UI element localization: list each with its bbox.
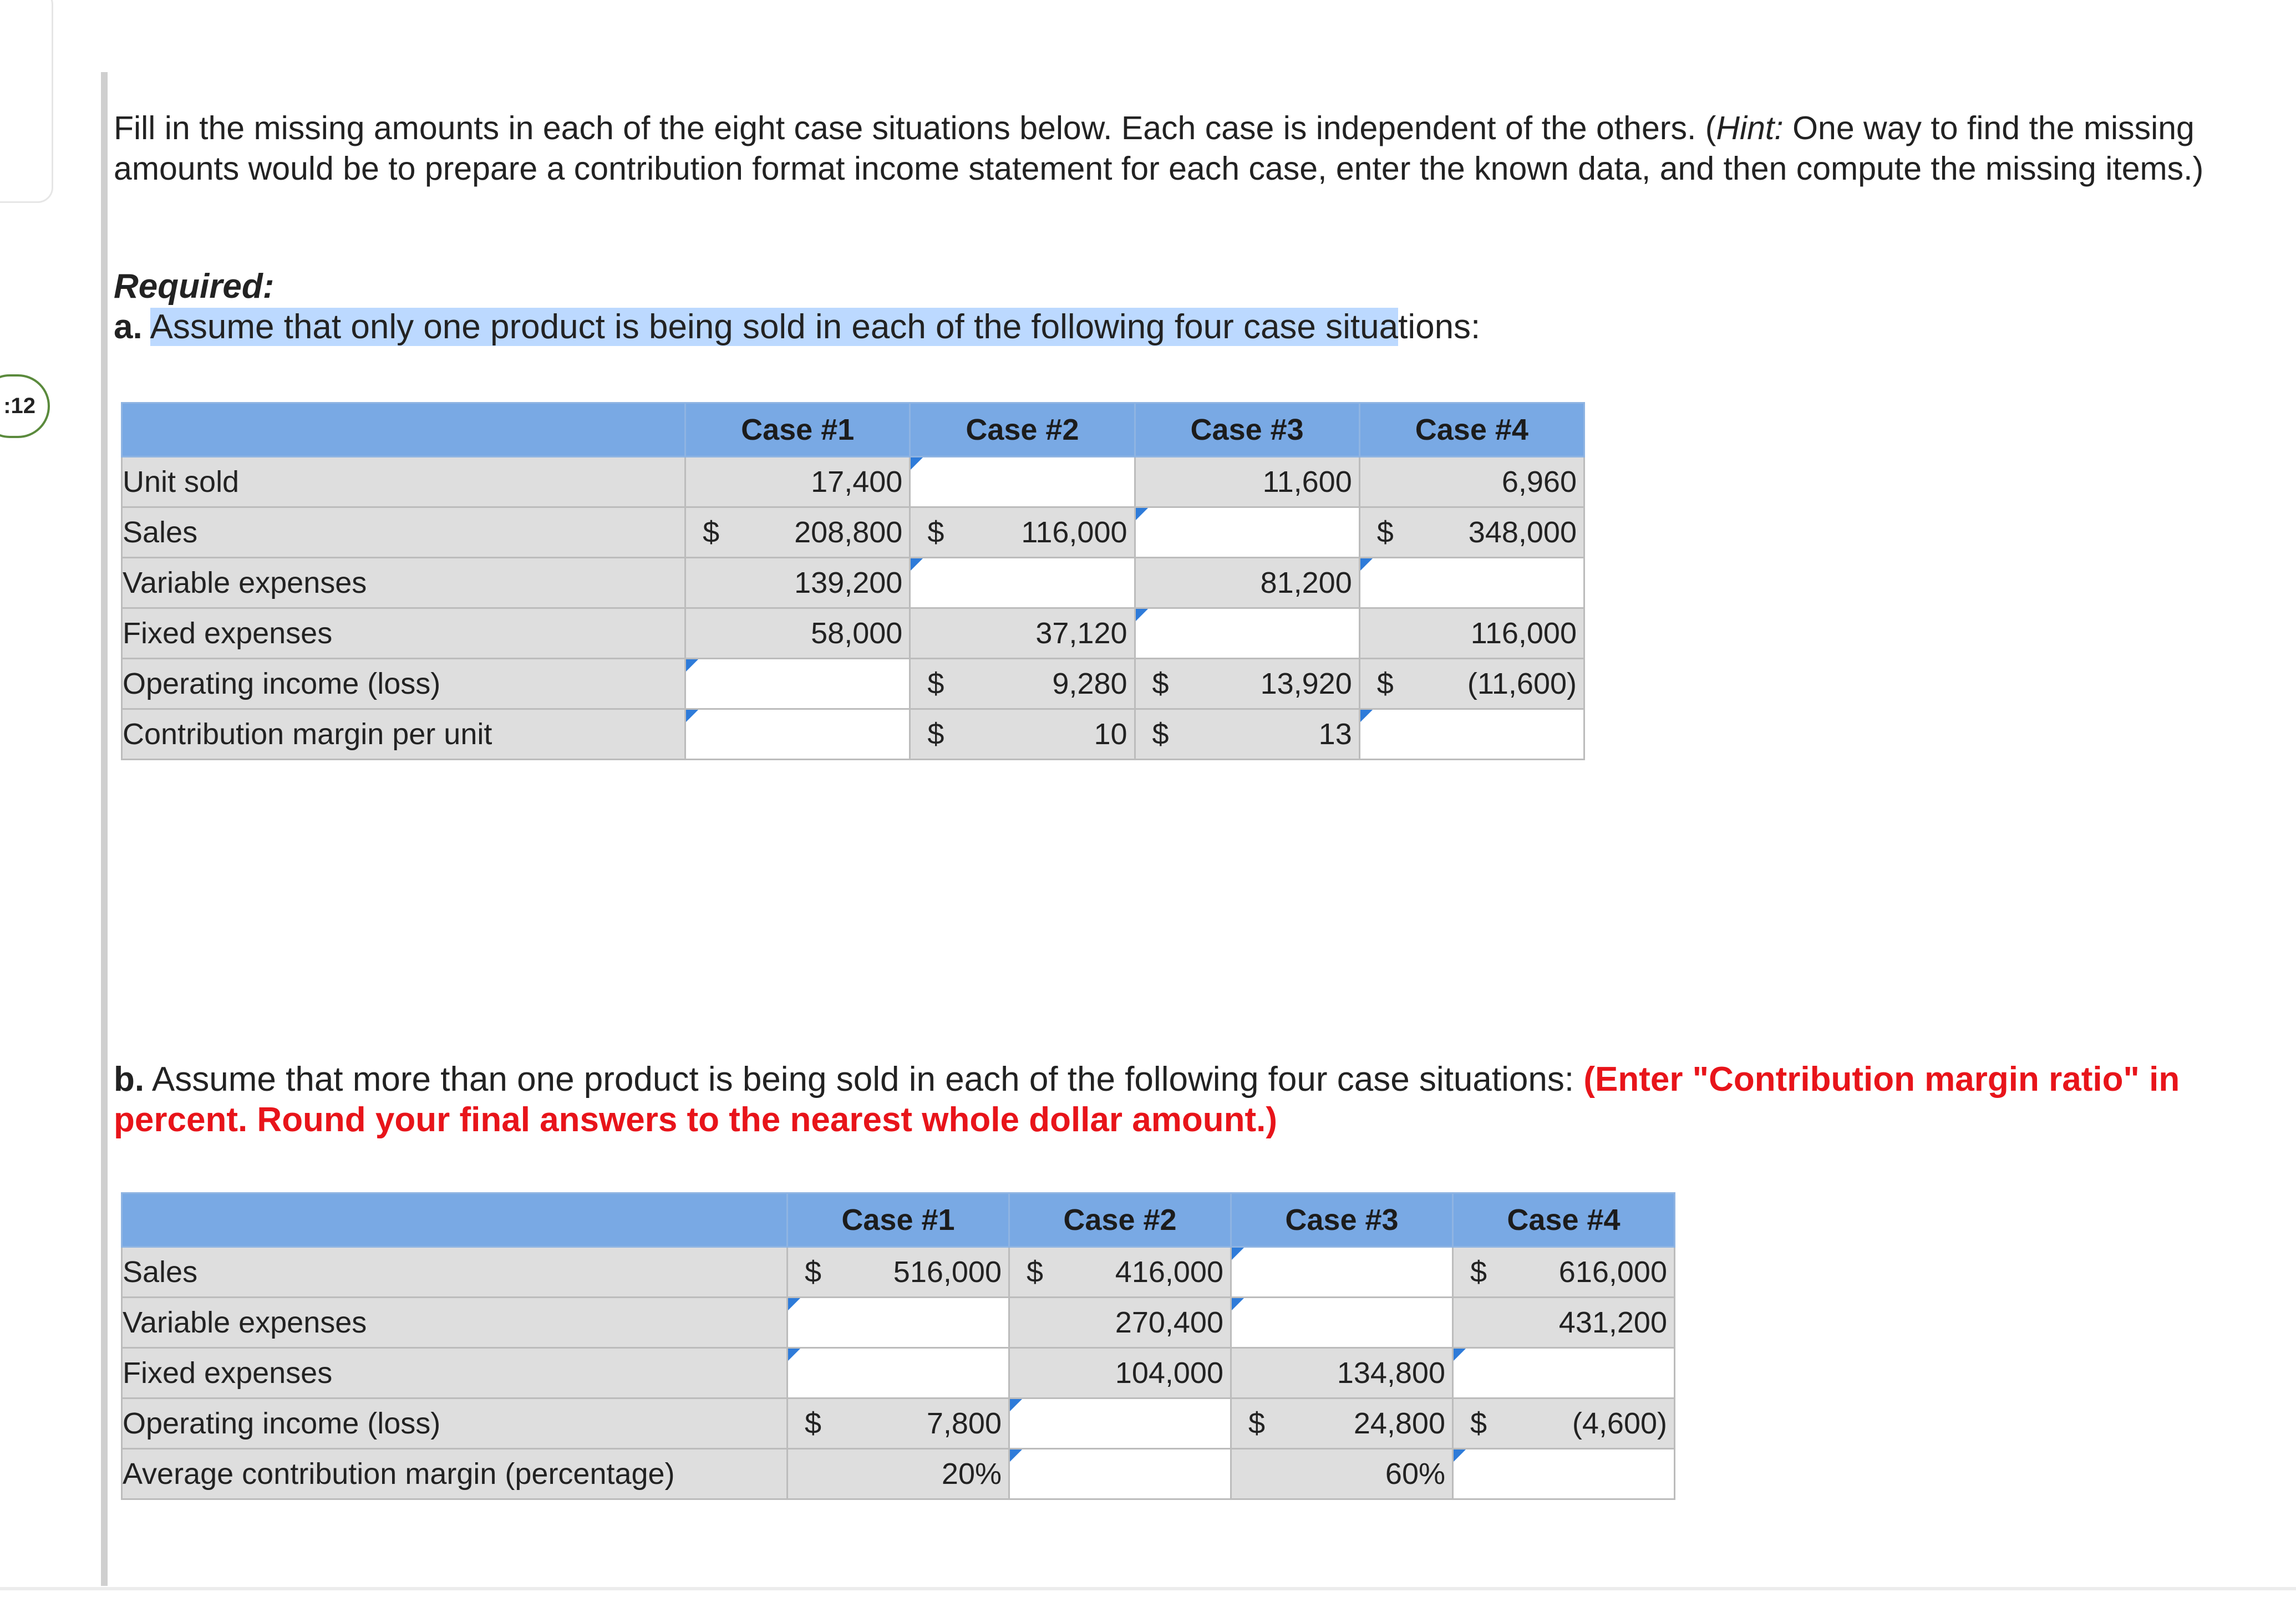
value-cell-case-4	[1359, 608, 1584, 659]
currency-symbol: $	[927, 718, 944, 751]
value-cell-case-3	[1135, 709, 1359, 760]
cell-value: 134,800	[1337, 1356, 1445, 1390]
currency-symbol: $	[1152, 667, 1169, 700]
value-cell-case-4	[1453, 1298, 1675, 1348]
cell-value: 270,400	[1115, 1306, 1223, 1339]
row-label: Variable expenses	[122, 558, 685, 608]
part-a-prompt: a. Assume that only one product is being sold in each of the following four case situations:	[114, 308, 1481, 346]
value-cell-case-4	[1453, 1247, 1675, 1298]
value-cell-case-4	[1359, 659, 1584, 709]
value-cell-case-4	[1453, 1398, 1675, 1449]
value-cell-case-2	[910, 709, 1135, 760]
value-cell-case-3	[1231, 1398, 1453, 1449]
table-row	[122, 507, 1584, 558]
value-cell-case-1	[788, 1449, 1009, 1499]
table-part-a	[121, 402, 1585, 760]
cell-value: 20%	[941, 1457, 1002, 1491]
cell-value: 139,200	[794, 566, 903, 599]
part-b-prompt: b. Assume that more than one product is being sold in each of the following four case situations: (Enter "Contribution margin ratio" in percent. Round your final answers to the nearest whole dollar amount.)	[114, 1060, 2180, 1139]
row-label: Operating income (loss)	[122, 1398, 788, 1449]
value-cell-case-3	[1135, 457, 1359, 507]
header-case-1: Case #1	[788, 1193, 1009, 1247]
table-row	[122, 709, 1584, 760]
cell-value: 104,000	[1115, 1356, 1223, 1390]
cell-value: 416,000	[1115, 1255, 1223, 1289]
row-label: Average contribution margin (percentage)	[122, 1449, 788, 1499]
input-marker-icon	[788, 1298, 800, 1310]
value-cell-case-1	[685, 507, 910, 558]
value-cell-case-3	[1135, 558, 1359, 608]
input-marker-icon	[1232, 1298, 1244, 1310]
input-marker-icon	[686, 659, 698, 672]
cell-value: 431,200	[1558, 1306, 1667, 1339]
instructions-intro: Fill in the missing amounts in each of the eight case situations below. Each case is independent of the others. (Hint: One way to find the missing amounts would be to prepare a contribution format income statement for each case, enter the known data, and then compute the missing items.)	[114, 110, 2204, 187]
answer-input-case-3[interactable]	[1231, 1247, 1453, 1298]
table-part-b	[121, 1192, 1675, 1500]
header-blank	[122, 1193, 788, 1247]
timer-badge	[0, 374, 50, 438]
currency-symbol: $	[927, 667, 944, 700]
table-row	[122, 1348, 1675, 1398]
row-label: Unit sold	[122, 457, 685, 507]
cell-value: 6,960	[1501, 465, 1577, 499]
timer-text: :12	[3, 394, 35, 418]
row-label: Variable expenses	[122, 1298, 788, 1348]
cell-value: 11,600	[1262, 465, 1352, 499]
answer-input-case-1[interactable]	[788, 1348, 1009, 1398]
currency-symbol: $	[1248, 1407, 1266, 1440]
content-left-rule	[101, 72, 108, 1586]
row-label: Fixed expenses	[122, 1348, 788, 1398]
side-panel-card	[0, 0, 53, 203]
cell-value: 58,000	[811, 617, 903, 650]
cell-value: 81,200	[1260, 566, 1352, 599]
cell-value: 116,000	[1470, 617, 1577, 650]
bottom-rule	[0, 1587, 2296, 1590]
table-row	[122, 1398, 1675, 1449]
header-case-2: Case #2	[1009, 1193, 1231, 1247]
value-cell-case-4	[1359, 507, 1584, 558]
answer-input-case-3[interactable]	[1231, 1298, 1453, 1348]
value-cell-case-2	[1009, 1247, 1231, 1298]
value-cell-case-2	[910, 659, 1135, 709]
answer-input-case-3[interactable]	[1135, 507, 1359, 558]
value-cell-case-1	[685, 457, 910, 507]
answer-input-case-3[interactable]	[1135, 608, 1359, 659]
currency-symbol: $	[805, 1255, 822, 1289]
table-row	[122, 457, 1584, 507]
cell-value: (4,600)	[1572, 1407, 1667, 1440]
currency-symbol: $	[1027, 1255, 1044, 1289]
answer-input-case-2[interactable]	[910, 457, 1135, 507]
input-marker-icon	[1232, 1248, 1244, 1260]
cell-value: 348,000	[1468, 516, 1577, 549]
answer-input-case-4[interactable]	[1359, 558, 1584, 608]
input-marker-icon	[911, 457, 923, 470]
cell-value: 116,000	[1021, 516, 1127, 549]
input-marker-icon	[788, 1349, 800, 1361]
input-marker-icon	[1360, 710, 1373, 722]
answer-input-case-2[interactable]	[1009, 1449, 1231, 1499]
cell-value: 516,000	[893, 1255, 1002, 1289]
table-row	[122, 1449, 1675, 1499]
cell-value: (11,600)	[1467, 667, 1577, 700]
table-row	[122, 608, 1584, 659]
answer-input-case-1[interactable]	[788, 1298, 1009, 1348]
value-cell-case-4	[1359, 457, 1584, 507]
input-marker-icon	[1136, 609, 1148, 621]
cell-value: 9,280	[1052, 667, 1127, 700]
value-cell-case-2	[910, 507, 1135, 558]
table-row	[122, 659, 1584, 709]
row-label: Sales	[122, 1247, 788, 1298]
answer-input-case-4[interactable]	[1453, 1348, 1675, 1398]
input-marker-icon	[1010, 1399, 1022, 1411]
value-cell-case-2	[910, 608, 1135, 659]
cell-value: 10	[1094, 718, 1127, 751]
cell-value: 13	[1318, 718, 1352, 751]
input-marker-icon	[686, 710, 698, 722]
value-cell-case-2	[1009, 1298, 1231, 1348]
row-label: Operating income (loss)	[122, 659, 685, 709]
value-cell-case-3	[1231, 1449, 1453, 1499]
answer-input-case-4[interactable]	[1359, 709, 1584, 760]
currency-symbol: $	[1470, 1255, 1487, 1289]
value-cell-case-2	[1009, 1348, 1231, 1398]
currency-symbol: $	[1376, 516, 1394, 549]
header-case-4: Case #4	[1359, 403, 1584, 457]
cell-value: 616,000	[1558, 1255, 1667, 1289]
header-case-3: Case #3	[1231, 1193, 1453, 1247]
value-cell-case-3	[1135, 659, 1359, 709]
answer-input-case-4[interactable]	[1453, 1449, 1675, 1499]
input-marker-icon	[1454, 1449, 1466, 1462]
cell-value: 60%	[1385, 1457, 1445, 1491]
currency-symbol: $	[1152, 718, 1169, 751]
answer-input-case-1[interactable]	[685, 709, 910, 760]
row-label: Contribution margin per unit	[122, 709, 685, 760]
value-cell-case-1	[685, 608, 910, 659]
answer-input-case-2[interactable]	[1009, 1398, 1231, 1449]
answer-input-case-2[interactable]	[910, 558, 1135, 608]
input-marker-icon	[1360, 558, 1373, 571]
cell-value: 24,800	[1353, 1407, 1445, 1440]
value-cell-case-3	[1231, 1348, 1453, 1398]
currency-symbol: $	[805, 1407, 822, 1440]
header-case-4: Case #4	[1453, 1193, 1675, 1247]
header-blank	[122, 403, 685, 457]
header-case-1: Case #1	[685, 403, 910, 457]
input-marker-icon	[1136, 508, 1148, 520]
row-label: Sales	[122, 507, 685, 558]
currency-symbol: $	[1470, 1407, 1487, 1440]
cell-value: 13,920	[1260, 667, 1352, 700]
cell-value: 208,800	[794, 516, 903, 549]
cell-value: 17,400	[811, 465, 903, 499]
input-marker-icon	[1010, 1449, 1022, 1462]
currency-symbol: $	[1376, 667, 1394, 700]
input-marker-icon	[1454, 1349, 1466, 1361]
table-row	[122, 558, 1584, 608]
cell-value: 37,120	[1035, 617, 1127, 650]
value-cell-case-1	[788, 1398, 1009, 1449]
required-heading: Required:	[114, 267, 275, 306]
row-label: Fixed expenses	[122, 608, 685, 659]
header-case-3: Case #3	[1135, 403, 1359, 457]
input-marker-icon	[911, 558, 923, 571]
value-cell-case-1	[685, 558, 910, 608]
value-cell-case-1	[788, 1247, 1009, 1298]
table-row	[122, 1247, 1675, 1298]
header-case-2: Case #2	[910, 403, 1135, 457]
currency-symbol: $	[927, 516, 944, 549]
answer-input-case-1[interactable]	[685, 659, 910, 709]
cell-value: 7,800	[926, 1407, 1002, 1440]
currency-symbol: $	[703, 516, 720, 549]
table-row	[122, 1298, 1675, 1348]
